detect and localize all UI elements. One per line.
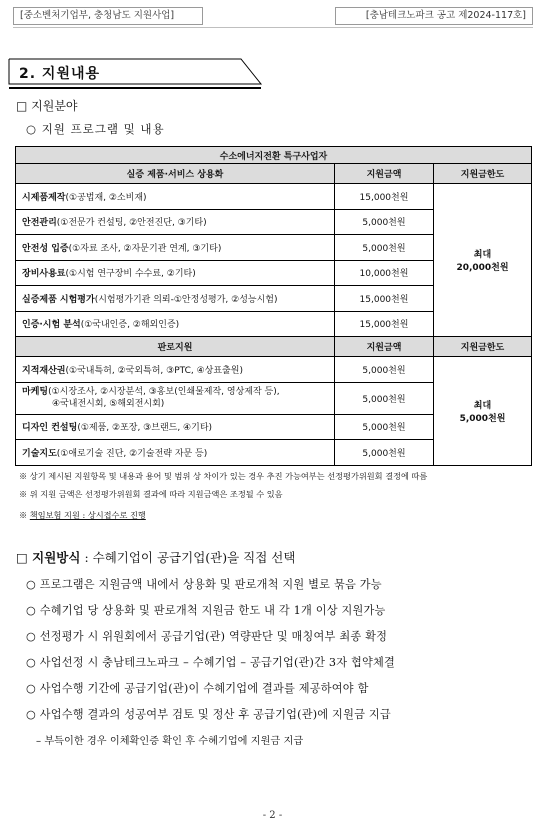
limit-value: 5,000천원 [459,413,506,424]
method-bullet: ○ 사업수행 결과의 성공여부 검토 및 정산 후 공급기업(관)에 지원금 지급 [26,708,391,721]
table-header-commercialization: 실증 제품·서비스 상용화 [16,164,335,184]
table-header-limit: 지원금한도 [434,337,532,357]
item-amount: 15,000천원 [335,311,434,337]
table-header-limit: 지원금한도 [434,164,532,184]
item-name: 안전성 입증 [22,243,69,254]
table-header-amount: 지원금액 [335,164,434,184]
limit-cell-group2 [434,357,532,466]
item-name: 장비사용료 [22,269,66,280]
method-bullet: ○ 선정평가 시 위원회에서 공급기업(관) 역량판단 및 매칭여부 최종 확정 [26,630,388,643]
table-header-sales: 판로지원 [16,337,335,357]
item-name: 시제품제작 [22,192,66,203]
limit-prefix: 최대 [473,250,492,260]
program-content-bullet: ○ 지원 프로그램 및 내용 [26,122,165,136]
note-insurance [19,510,146,521]
page-number: - 2 - [262,810,283,821]
header-left-label: [중소벤처기업부, 충청남도 지원사업] [13,7,203,25]
method-bullet: ○ 사업수행 기간에 공급기업(관)이 수혜기업에 결과를 제공하여야 함 [26,682,369,695]
method-bullet: ○ 수혜기업 당 상용화 및 판로개척 지원금 한도 내 각 1개 이상 지원가능 [26,604,386,617]
item-detail: (①공법재, ②소비재) [65,192,147,203]
item-name: 마케팅 [22,387,49,397]
item-detail: (①국내인증, ②해외인증) [80,320,180,331]
method-bullet: ○ 사업선정 시 충남테크노파크 – 수혜기업 – 공급기업(관)간 3자 협약체결 [26,656,395,669]
item-detail: (①시험 연구장비 수수료, ②기타) [65,269,196,280]
method-bullet: ○ 프로그램은 지원금액 내에서 상용화 및 판로개척 지원 별로 묶음 가능 [26,578,382,591]
support-method-label: □ 지원방식 [16,550,81,565]
item-amount: 15,000천원 [335,286,434,312]
item-detail: (①전문가 컨설팅, ②안전진단, ③기타) [56,218,207,229]
item-detail: (①국내특허, ②국외특허, ③PTC, ④상표출원) [65,365,243,376]
note-adjustment: ※ 위 지원 금액은 선정평가위원회 결과에 따라 지원금액은 조정될 수 있음 [19,489,283,499]
item-name: 안전관리 [22,218,57,229]
header-right-label: [충남테크노파크 공고 제2024-117호] [335,7,533,25]
header-divider [13,27,533,28]
table-header-amount: 지원금액 [335,337,434,357]
item-amount: 5,000천원 [335,209,434,235]
item-amount: 5,000천원 [335,235,434,261]
support-method-text: : 수혜기업이 공급기업(관)을 직접 선택 [80,550,296,565]
item-amount: 5,000천원 [335,382,434,414]
table-row [16,184,532,210]
support-field-heading: □ 지원분야 [16,99,78,113]
table-title: 수소에너지전환 특구사업자 [16,147,532,164]
item-detail: (①제품, ②포장, ③브랜드, ④기타) [77,423,213,434]
limit-cell-group1 [434,184,532,337]
item-detail: (①자료 조사, ②자문기관 연계, ③기타) [68,243,222,254]
note-insurance-prefix: ※ [19,510,30,520]
note-scope: ※ 상기 제시된 지원항목 및 내용과 용어 및 범위 상 차이가 있는 경우 추진 가능여부는 선정평가위원회 결정에 따름 [19,471,428,481]
item-name: 지적재산권 [22,365,66,376]
item-amount: 5,000천원 [335,357,434,383]
item-name: 실증제품 시험평가 [22,294,95,305]
limit-value: 20,000천원 [456,263,509,273]
item-detail-line2: ④국내전시회, ⑤해외전시회) [52,399,165,409]
item-detail: (①애로기술 진단, ②기술전략 자문 등) [56,448,208,459]
item-detail: (시험평가기관 의뢰-①안정성평가, ②성능시험) [94,294,278,305]
support-program-table [15,146,532,466]
item-amount: 5,000천원 [335,414,434,440]
item-name: 기술지도 [22,448,57,459]
limit-prefix: 최대 [473,400,492,411]
item-name: 인증·시험 분석 [22,320,81,331]
item-amount: 15,000천원 [335,184,434,210]
item-detail: (①시장조사, ②시장분석, ③홍보(인쇄물제작, 영상제작 등), [48,387,280,397]
support-method [16,548,295,566]
method-dash-item: – 부득이한 경우 이체확인증 확인 후 수혜기업에 지원금 지급 [36,736,304,747]
item-amount: 5,000천원 [335,440,434,466]
item-amount: 10,000천원 [335,260,434,286]
note-insurance-text: 책임보험 지원 : 상시접수로 진행 [29,510,146,520]
table-row [16,357,532,383]
item-name: 디자인 컨설팅 [22,423,78,434]
section-title: 2. 지원내용 [19,66,101,82]
